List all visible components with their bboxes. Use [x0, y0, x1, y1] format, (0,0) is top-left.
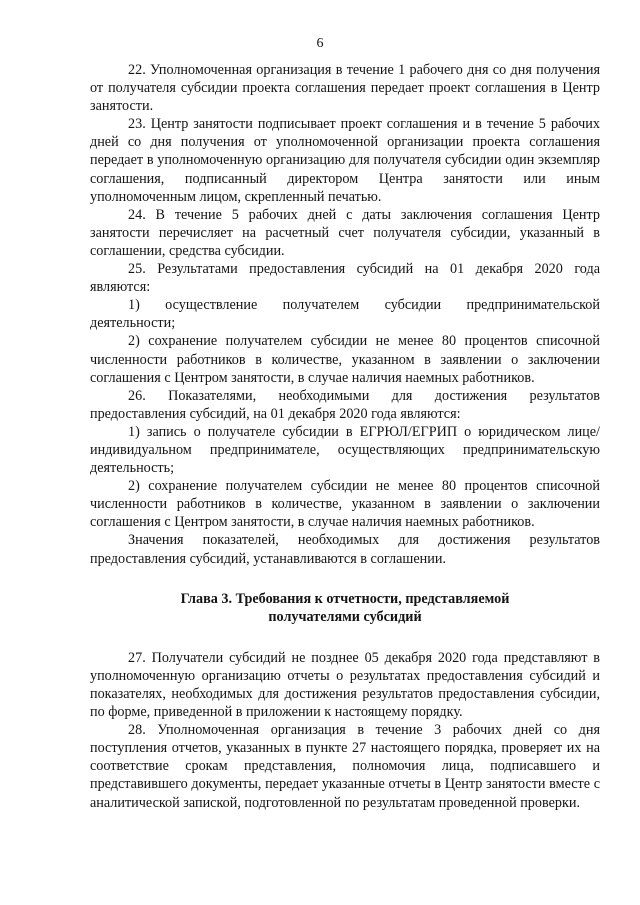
document-body	[90, 61, 600, 812]
paragraph-26-item-1: 1) запись о получателе субсидии в ЕГРЮЛ/ЕГРИП о юридическом лице/индивидуальном предпринимателе, осуществляющих предпринимательскую деятельность;	[90, 423, 600, 477]
paragraph-25-item-1: 1) осуществление получателем субсидии предпринимательской деятельности;	[90, 297, 600, 332]
paragraph-indicator-values: Значения показателей, необходимых для достижения результатов предоставления субсидий, устанавливаются в соглашении.	[90, 532, 600, 567]
chapter-heading	[90, 590, 600, 626]
paragraph-24: 24. В течение 5 рабочих дней с даты заключения соглашения Центр занятости перечисляет на расчетный счет получателя субсидии, указанный в соглашении, средства субсидии.	[90, 206, 600, 259]
chapter-heading-line-1: Глава 3. Требования к отчетности, представляемой	[180, 590, 510, 607]
paragraph-25-item-2: 2) сохранение получателем субсидии не менее 80 процентов списочной численности работников в количестве, указанном в заявлении о заключении соглашения с Центром занятости, в случае наличия наемных работников.	[90, 333, 600, 386]
paragraph-27: 27. Получатели субсидий не позднее 05 декабря 2020 года представляют в уполномоченную организацию отчеты о результатах предоставления субсидий и показателях, необходимых для достижения результатов предоставления субсидии, по форме, приведенной в приложении к настоящему порядку.	[90, 649, 600, 721]
paragraph-26: 26. Показателями, необходимыми для достижения результатов предоставления субсидий, на 01 декабря 2020 года являются:	[90, 387, 600, 422]
paragraph-28: 28. Уполномоченная организация в течение 3 рабочих дней со дня поступления отчетов, указанных в пункте 27 настоящего порядка, проверяет их на соответствие срокам представления, полномочия лица, подписавшего и представившего документы, передает указанные отчеты в Центр занятости вместе с аналитической запиской, подготовленной по результатам проведенной проверки.	[90, 722, 600, 811]
page-number: 6	[316, 36, 324, 51]
chapter-heading-line-2: получателями субсидий	[268, 608, 422, 625]
paragraph-22: 22. Уполномоченная организация в течение 1 рабочего дня со дня получения от получателя субсидии проекта соглашения передает проект соглашения в Центр занятости.	[90, 62, 600, 115]
paragraph-26-item-2: 2) сохранение получателем субсидии не менее 80 процентов списочной численности работников в количестве, указанном в заявлении о заключении соглашения с Центром занятости, в случае наличия наемных работников.	[90, 478, 600, 531]
paragraph-25: 25. Результатами предоставления субсидий на 01 декабря 2020 года являются:	[90, 261, 600, 296]
paragraph-23: 23. Центр занятости подписывает проект соглашения и в течение 5 рабочих дней со дня получения от уполномоченной организации проекта соглашения передает в уполномоченную организацию для получателя субсидии один экземпляр соглашения, подписанный директором Центра занятости или иным уполномоченным лицом, скрепленный печатью.	[90, 116, 600, 205]
